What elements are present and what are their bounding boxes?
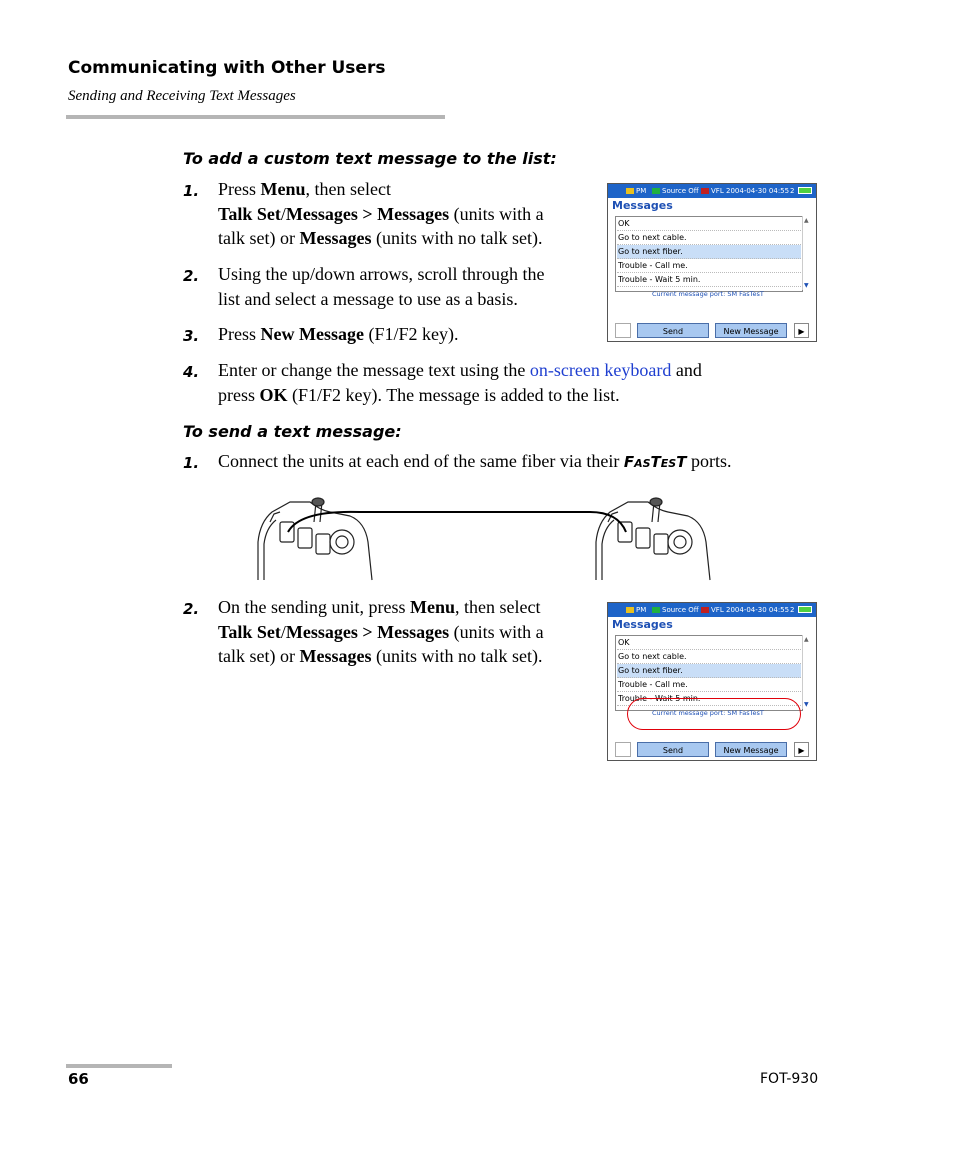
softkey-bar bbox=[608, 738, 816, 760]
list-item[interactable]: OK bbox=[617, 217, 801, 231]
empty-key bbox=[615, 742, 631, 757]
fiber-cable bbox=[288, 512, 626, 532]
on-screen-keyboard-link[interactable]: on-screen keyboard bbox=[529, 360, 672, 380]
document-id: FOT-930 bbox=[760, 1071, 819, 1087]
step-number: 2. bbox=[183, 600, 200, 618]
list-item-selected[interactable]: Go to next fiber. bbox=[617, 664, 801, 678]
step-number: 2. bbox=[183, 267, 200, 285]
step-text: Connect the units at each end of the same fiber via their FASTEST ports. bbox=[218, 451, 732, 471]
step-number: 3. bbox=[183, 327, 200, 345]
status-bar: PM Source Off VFL 2004-04-30 04:55 2 bbox=[608, 184, 816, 198]
step-text: On the sending unit, press Menu, then select Talk Set/Messages > Messages (units with a talk set) or Messages (units with no talk set). bbox=[218, 597, 544, 666]
new-message-button[interactable]: New Message bbox=[715, 323, 787, 338]
step-text: Enter or change the message text using the on-screen keyboard and press OK (F1/F2 key). The message is added to the list. bbox=[218, 360, 702, 405]
messages-screenshot-port bbox=[607, 602, 817, 761]
step-text: Using the up/down arrows, scroll through the list and select a message to use as a basis. bbox=[218, 264, 545, 309]
scroll-up-icon[interactable]: ▲ bbox=[804, 636, 809, 643]
current-port-label: Current message port: SM FasTesT bbox=[652, 709, 764, 717]
running-header-title: Communicating with Other Users bbox=[68, 58, 386, 78]
screen-title: Messages bbox=[612, 618, 673, 631]
status-bar: PM Source Off VFL 2004-04-30 04:55 2 bbox=[608, 603, 816, 617]
page-number: 66 bbox=[68, 1070, 89, 1088]
procedure-title-add: To add a custom text message to the list: bbox=[183, 149, 557, 168]
new-message-button[interactable]: New Message bbox=[715, 742, 787, 757]
messages-screenshot bbox=[607, 183, 817, 342]
test-unit-right bbox=[596, 498, 710, 580]
send-button[interactable]: Send bbox=[637, 742, 709, 757]
step-text: Press Menu, then select Talk Set/Messages > Messages (units with a talk set) or Messages (units with no talk set). bbox=[218, 179, 544, 248]
list-item[interactable]: Go to next cable. bbox=[617, 650, 801, 664]
step-number: 1. bbox=[183, 182, 200, 200]
footer-rule bbox=[66, 1064, 172, 1068]
procedure-title-send: To send a text message: bbox=[183, 422, 402, 441]
step-number: 1. bbox=[183, 454, 200, 472]
running-header-subtitle: Sending and Receiving Text Messages bbox=[68, 88, 296, 104]
step-text: Press New Message (F1/F2 key). bbox=[218, 324, 459, 344]
units-connected-illustration bbox=[250, 492, 730, 582]
scroll-down-icon[interactable]: ▼ bbox=[804, 701, 809, 708]
list-item[interactable]: OK bbox=[617, 636, 801, 650]
empty-key bbox=[615, 323, 631, 338]
softkey-bar bbox=[608, 319, 816, 341]
next-arrow-button[interactable]: ▶ bbox=[794, 742, 809, 757]
list-item[interactable]: Go to next cable. bbox=[617, 231, 801, 245]
current-port-label: Current message port: SM FasTesT bbox=[652, 290, 764, 298]
send-button[interactable]: Send bbox=[637, 323, 709, 338]
scroll-up-icon[interactable]: ▲ bbox=[804, 217, 809, 224]
screen-title: Messages bbox=[612, 199, 673, 212]
list-scrollbar[interactable] bbox=[802, 216, 811, 290]
list-item[interactable]: Trouble - Wait 5 min. bbox=[617, 273, 801, 287]
list-scrollbar[interactable] bbox=[802, 635, 811, 709]
list-item[interactable]: Trouble - Call me. bbox=[617, 259, 801, 273]
header-rule bbox=[66, 115, 445, 119]
test-unit-left bbox=[258, 498, 372, 580]
list-item[interactable]: Trouble - Call me. bbox=[617, 678, 801, 692]
next-arrow-button[interactable]: ▶ bbox=[794, 323, 809, 338]
scroll-down-icon[interactable]: ▼ bbox=[804, 282, 809, 289]
message-list[interactable] bbox=[615, 216, 803, 292]
fastest-brand: FASTEST bbox=[623, 453, 687, 471]
battery-icon bbox=[798, 606, 812, 613]
step-number: 4. bbox=[183, 363, 200, 381]
list-item[interactable]: Trouble - Wait 5 min. bbox=[617, 692, 801, 706]
battery-icon bbox=[798, 187, 812, 194]
list-item-selected[interactable]: Go to next fiber. bbox=[617, 245, 801, 259]
highlight-circle bbox=[627, 698, 801, 730]
